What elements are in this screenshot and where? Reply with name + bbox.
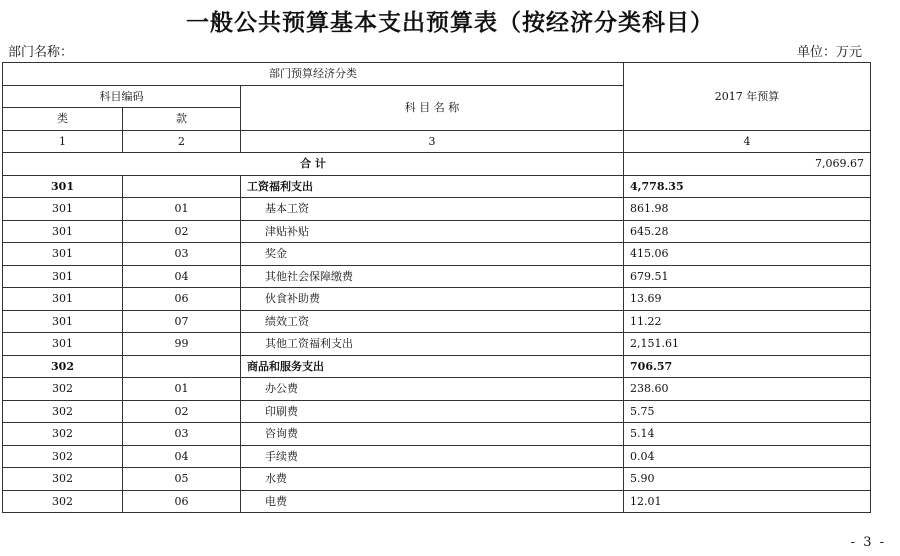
table-row xyxy=(3,355,871,378)
row-category: 302 xyxy=(3,445,123,468)
row-value: 5.90 xyxy=(624,468,871,491)
row-category: 302 xyxy=(3,423,123,446)
row-category: 302 xyxy=(3,490,123,513)
row-value: 861.98 xyxy=(624,198,871,221)
row-subject-name: 水费 xyxy=(241,468,624,491)
row-value: 645.28 xyxy=(624,220,871,243)
table-row xyxy=(3,468,871,491)
row-category: 302 xyxy=(3,468,123,491)
page-number: - 3 - xyxy=(850,535,886,550)
header-classification: 部门预算经济分类 xyxy=(3,63,624,86)
table-row xyxy=(3,198,871,221)
table-row xyxy=(3,378,871,401)
table-row xyxy=(3,400,871,423)
row-item: 06 xyxy=(123,288,241,311)
header-subject-code: 科目编码 xyxy=(3,85,241,108)
row-item: 06 xyxy=(123,490,241,513)
row-category: 301 xyxy=(3,220,123,243)
header-item: 款 xyxy=(123,108,241,131)
row-subject-name: 绩效工资 xyxy=(241,310,624,333)
table-row xyxy=(3,490,871,513)
row-value: 2,151.61 xyxy=(624,333,871,356)
row-subject-name: 奖金 xyxy=(241,243,624,266)
row-item: 07 xyxy=(123,310,241,333)
row-subject-name: 电费 xyxy=(241,490,624,513)
total-label: 合 计 xyxy=(3,153,624,176)
row-subject-name: 咨询费 xyxy=(241,423,624,446)
row-value: 5.14 xyxy=(624,423,871,446)
row-subject-name: 其他工资福利支出 xyxy=(241,333,624,356)
row-category: 301 xyxy=(3,310,123,333)
col-number-1: 1 xyxy=(3,130,123,153)
table-row xyxy=(3,333,871,356)
row-value: 11.22 xyxy=(624,310,871,333)
table-row xyxy=(3,220,871,243)
row-item xyxy=(123,355,241,378)
unit-label: 单位：万元 xyxy=(796,45,862,60)
row-subject-name: 商品和服务支出 xyxy=(241,355,624,378)
row-subject-name: 印刷费 xyxy=(241,400,624,423)
department-label: 部门名称： xyxy=(8,45,74,60)
row-item: 04 xyxy=(123,445,241,468)
row-subject-name: 工资福利支出 xyxy=(241,175,624,198)
row-category: 301 xyxy=(3,175,123,198)
total-value: 7,069.67 xyxy=(624,153,871,176)
row-category: 301 xyxy=(3,288,123,311)
row-value: 706.57 xyxy=(624,355,871,378)
row-value: 0.04 xyxy=(624,445,871,468)
row-value: 415.06 xyxy=(624,243,871,266)
row-value: 679.51 xyxy=(624,265,871,288)
row-subject-name: 伙食补助费 xyxy=(241,288,624,311)
row-category: 301 xyxy=(3,265,123,288)
table-row xyxy=(3,423,871,446)
row-subject-name: 手续费 xyxy=(241,445,624,468)
row-value: 13.69 xyxy=(624,288,871,311)
row-subject-name: 其他社会保障缴费 xyxy=(241,265,624,288)
row-subject-name: 基本工资 xyxy=(241,198,624,221)
row-item: 03 xyxy=(123,423,241,446)
row-category: 302 xyxy=(3,400,123,423)
table-row xyxy=(3,243,871,266)
table-row xyxy=(3,175,871,198)
row-subject-name: 津贴补贴 xyxy=(241,220,624,243)
total-row xyxy=(3,153,871,176)
row-item: 03 xyxy=(123,243,241,266)
page-title: 一般公共预算基本支出预算表（按经济分类科目） xyxy=(186,9,714,36)
header-budget-year: 2017 年预算 xyxy=(624,63,871,131)
header-category: 类 xyxy=(3,108,123,131)
row-value: 5.75 xyxy=(624,400,871,423)
col-number-3: 3 xyxy=(241,130,624,153)
row-category: 302 xyxy=(3,378,123,401)
row-item: 01 xyxy=(123,198,241,221)
row-category: 301 xyxy=(3,243,123,266)
row-item xyxy=(123,175,241,198)
row-item: 02 xyxy=(123,220,241,243)
row-value: 4,778.35 xyxy=(624,175,871,198)
table-row xyxy=(3,288,871,311)
table-row xyxy=(3,445,871,468)
budget-table xyxy=(2,62,871,513)
row-item: 02 xyxy=(123,400,241,423)
row-item: 99 xyxy=(123,333,241,356)
table-row xyxy=(3,310,871,333)
row-item: 01 xyxy=(123,378,241,401)
row-category: 302 xyxy=(3,355,123,378)
row-value: 12.01 xyxy=(624,490,871,513)
row-item: 04 xyxy=(123,265,241,288)
col-number-2: 2 xyxy=(123,130,241,153)
col-number-4: 4 xyxy=(624,130,871,153)
table-row xyxy=(3,265,871,288)
row-value: 238.60 xyxy=(624,378,871,401)
header-subject-name: 科 目 名 称 xyxy=(241,85,624,130)
row-item: 05 xyxy=(123,468,241,491)
column-number-row xyxy=(3,130,871,153)
row-category: 301 xyxy=(3,198,123,221)
header-row-1 xyxy=(3,63,871,86)
row-category: 301 xyxy=(3,333,123,356)
row-subject-name: 办公费 xyxy=(241,378,624,401)
